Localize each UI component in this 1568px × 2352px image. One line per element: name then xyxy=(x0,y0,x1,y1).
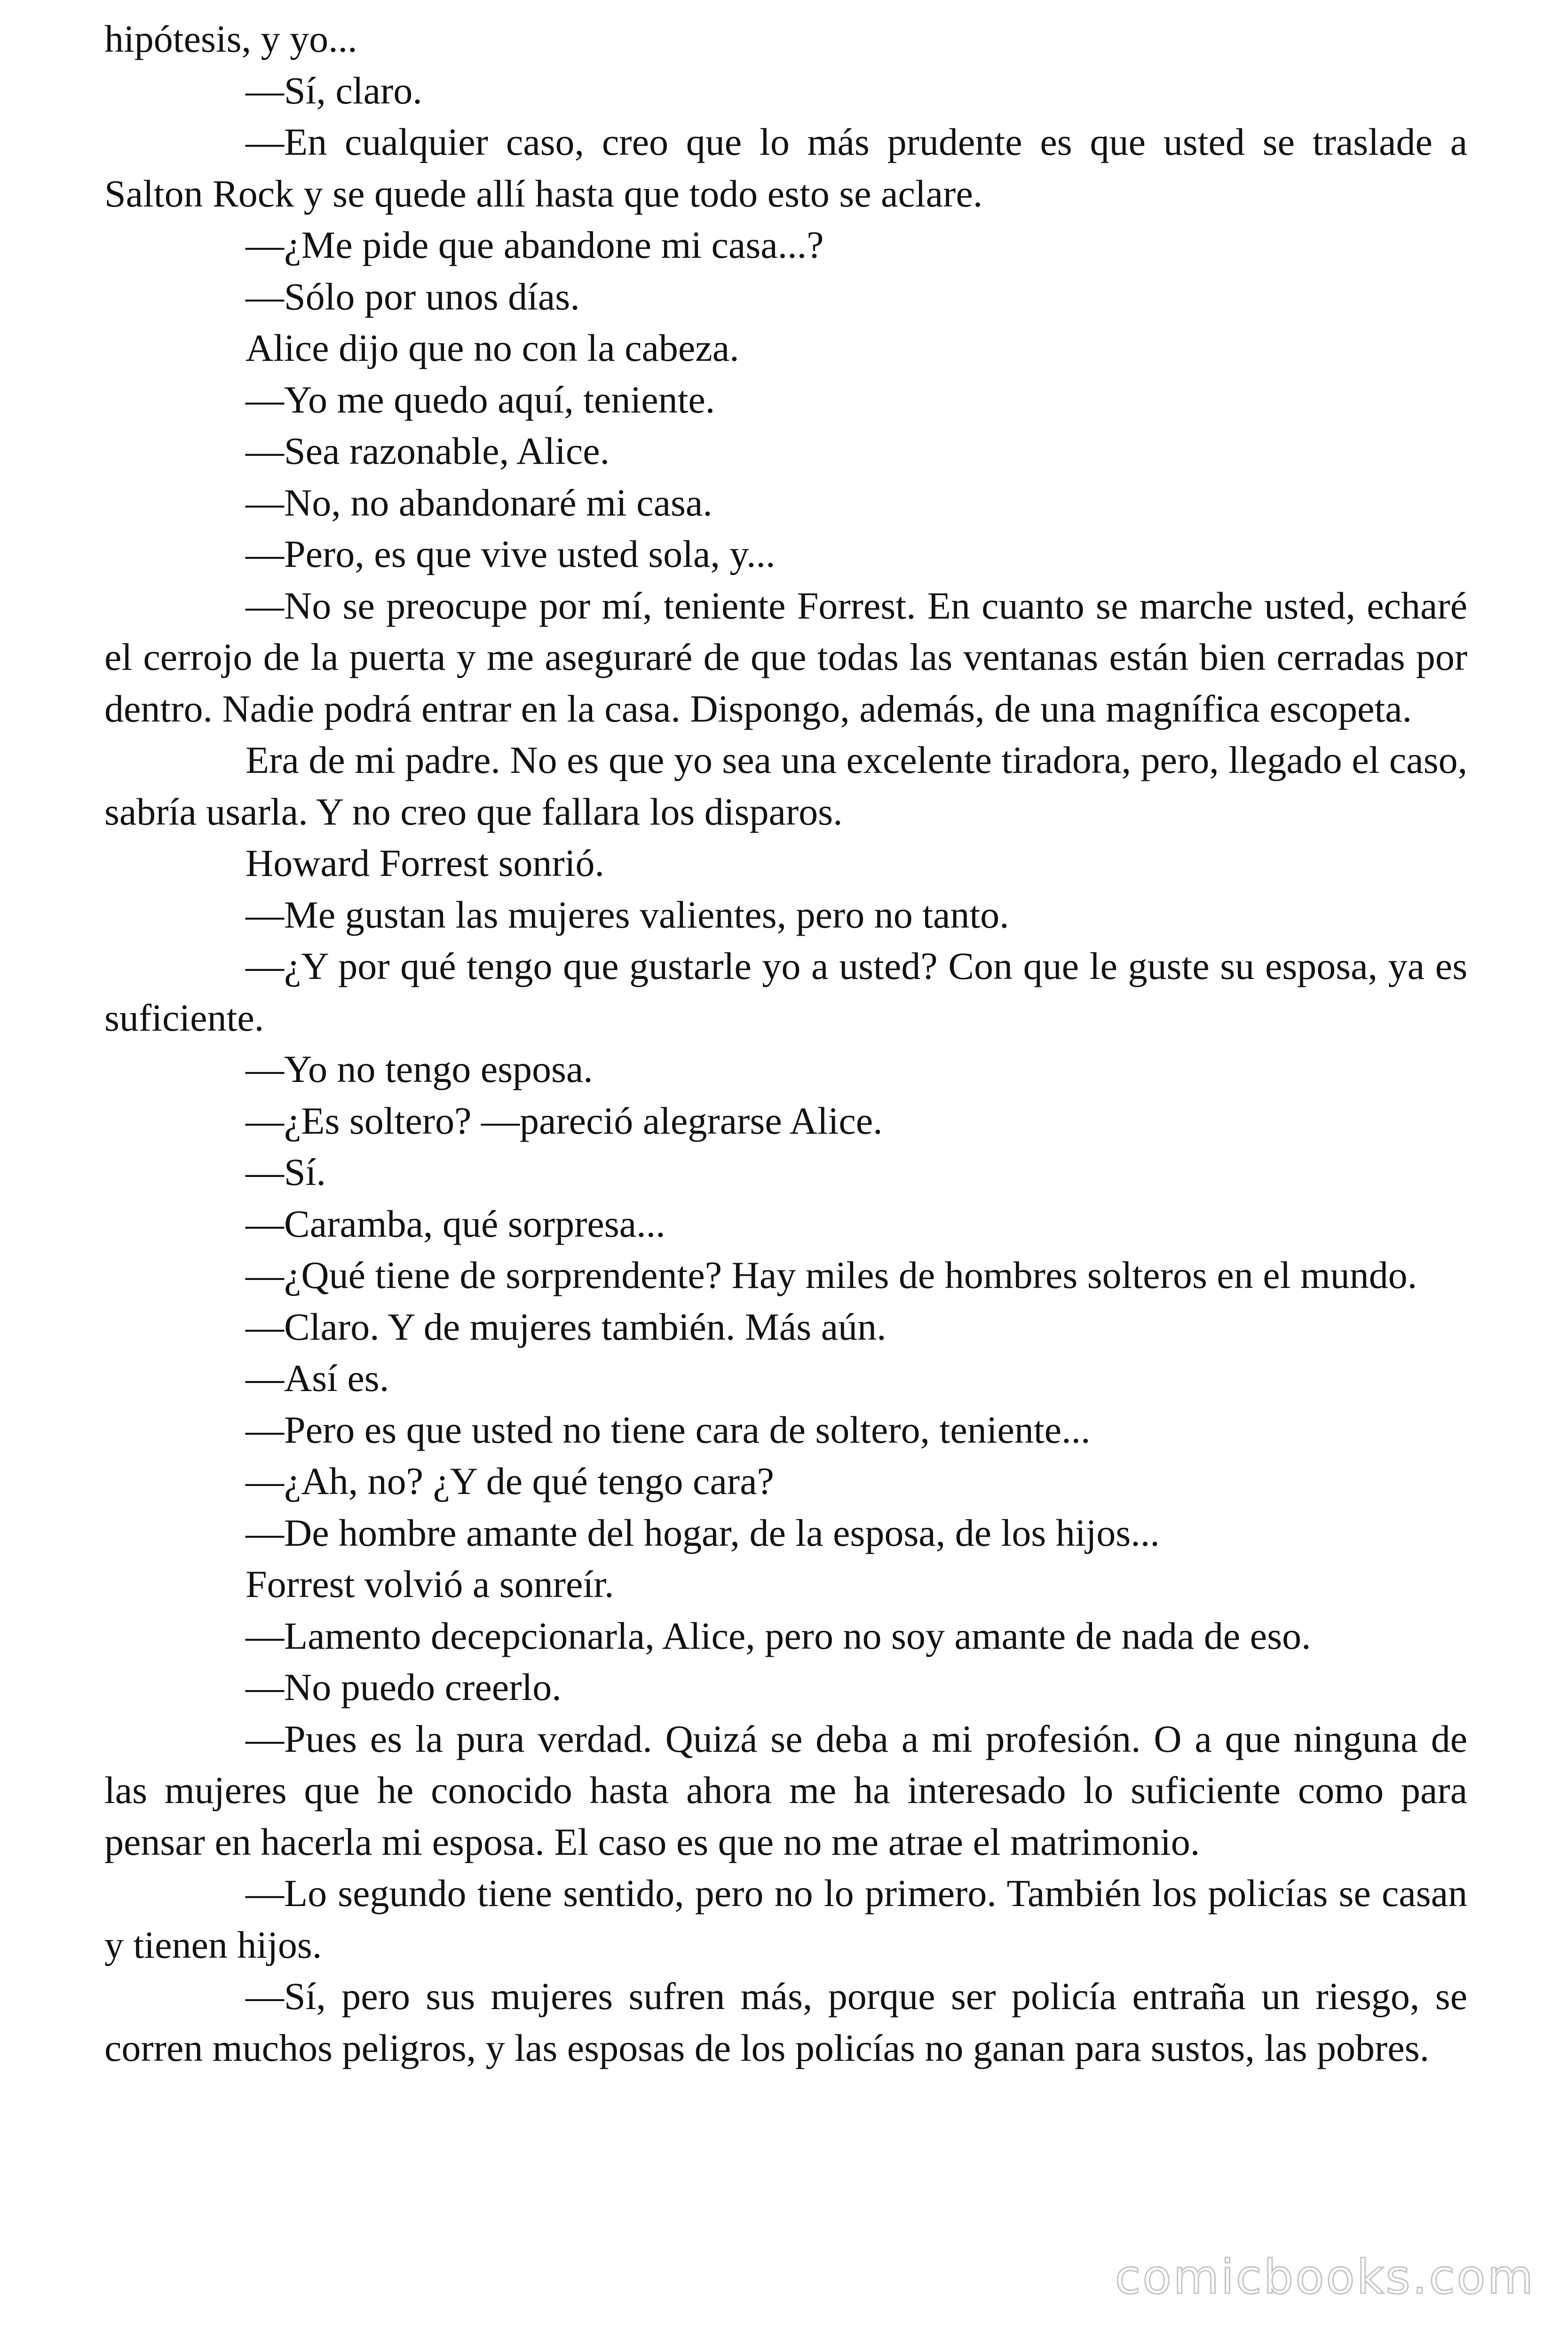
paragraph: —Lamento decepcionarla, Alice, pero no soy amante de nada de eso. xyxy=(245,1614,1311,1657)
paragraph: —¿Qué tiene de sorprendente? Hay miles de hombres solteros en el mundo. xyxy=(245,1254,1418,1296)
paragraph: Alice dijo que no con la cabeza. xyxy=(245,326,739,369)
paragraph: —Pero es que usted no tiene cara de soltero, teniente... xyxy=(245,1408,1091,1451)
watermark-text: comicbooks.com xyxy=(1115,2249,1535,2304)
paragraph: —Sí, claro. xyxy=(245,69,422,112)
paragraph: —¿Es soltero? —pareció alegrarse Alice. xyxy=(245,1099,883,1142)
page-body-text xyxy=(104,13,1467,2074)
paragraph: —¿Ah, no? ¿Y de qué tengo cara? xyxy=(245,1460,774,1502)
paragraph: —Claro. Y de mujeres también. Más aún. xyxy=(245,1305,887,1348)
paragraph: —Yo me quedo aquí, teniente. xyxy=(245,378,715,421)
paragraph: —Sí. xyxy=(245,1151,326,1193)
paragraph: —Sea razonable, Alice. xyxy=(245,429,610,472)
paragraph: —Así es. xyxy=(245,1357,389,1399)
paragraph: —En cualquier caso, creo que lo más prudente es que usted se traslade a Salton Rock y se quede allí hasta que todo esto se aclare. xyxy=(104,120,1467,215)
paragraph: —Caramba, qué sorpresa... xyxy=(245,1202,665,1245)
paragraph: —Pues es la pura verdad. Quizá se deba a mi profesión. O a que ninguna de las mujeres que he conocido hasta ahora me ha interesado lo suficiente como para pensar en hacerla mi esposa. El caso es que no me atrae el matrimonio. xyxy=(104,1717,1467,1863)
paragraph: —Lo segundo tiene sentido, pero no lo primero. También los policías se casan y tienen hijos. xyxy=(104,1872,1467,1966)
paragraph: hipótesis, y yo... xyxy=(104,17,357,60)
paragraph: Forrest volvió a sonreír. xyxy=(245,1563,614,1605)
paragraph: —Sólo por unos días. xyxy=(245,275,580,318)
paragraph: Era de mi padre. No es que yo sea una excelente tiradora, pero, llegado el caso, sabría usarla. Y no creo que fallara los disparos. xyxy=(104,739,1467,833)
paragraph: —No se preocupe por mí, teniente Forrest. En cuanto se marche usted, echaré el cerrojo de la puerta y me aseguraré de que todas las ventanas están bien cerradas por dentro. Nadie podrá entrar en la casa. Dispongo, además, de una magnífica escopeta. xyxy=(104,584,1467,730)
paragraph: —No, no abandonaré mi casa. xyxy=(245,481,713,524)
paragraph: Howard Forrest sonrió. xyxy=(245,842,604,884)
paragraph: —¿Y por qué tengo que gustarle yo a usted? Con que le guste su esposa, ya es suficiente. xyxy=(104,945,1467,1039)
paragraph: —Yo no tengo esposa. xyxy=(245,1048,593,1090)
paragraph: —Sí, pero sus mujeres sufren más, porque ser policía entraña un riesgo, se corren muchos peligros, y las esposas de los policías no ganan para sustos, las pobres. xyxy=(104,1975,1467,2069)
paragraph: —No puedo creerlo. xyxy=(245,1666,562,1708)
paragraph: —Me gustan las mujeres valientes, pero no tanto. xyxy=(245,893,1009,936)
paragraph: —De hombre amante del hogar, de la esposa, de los hijos... xyxy=(245,1511,1160,1554)
paragraph: —Pero, es que vive usted sola, y... xyxy=(245,532,776,575)
paragraph: —¿Me pide que abandone mi casa...? xyxy=(245,223,824,266)
